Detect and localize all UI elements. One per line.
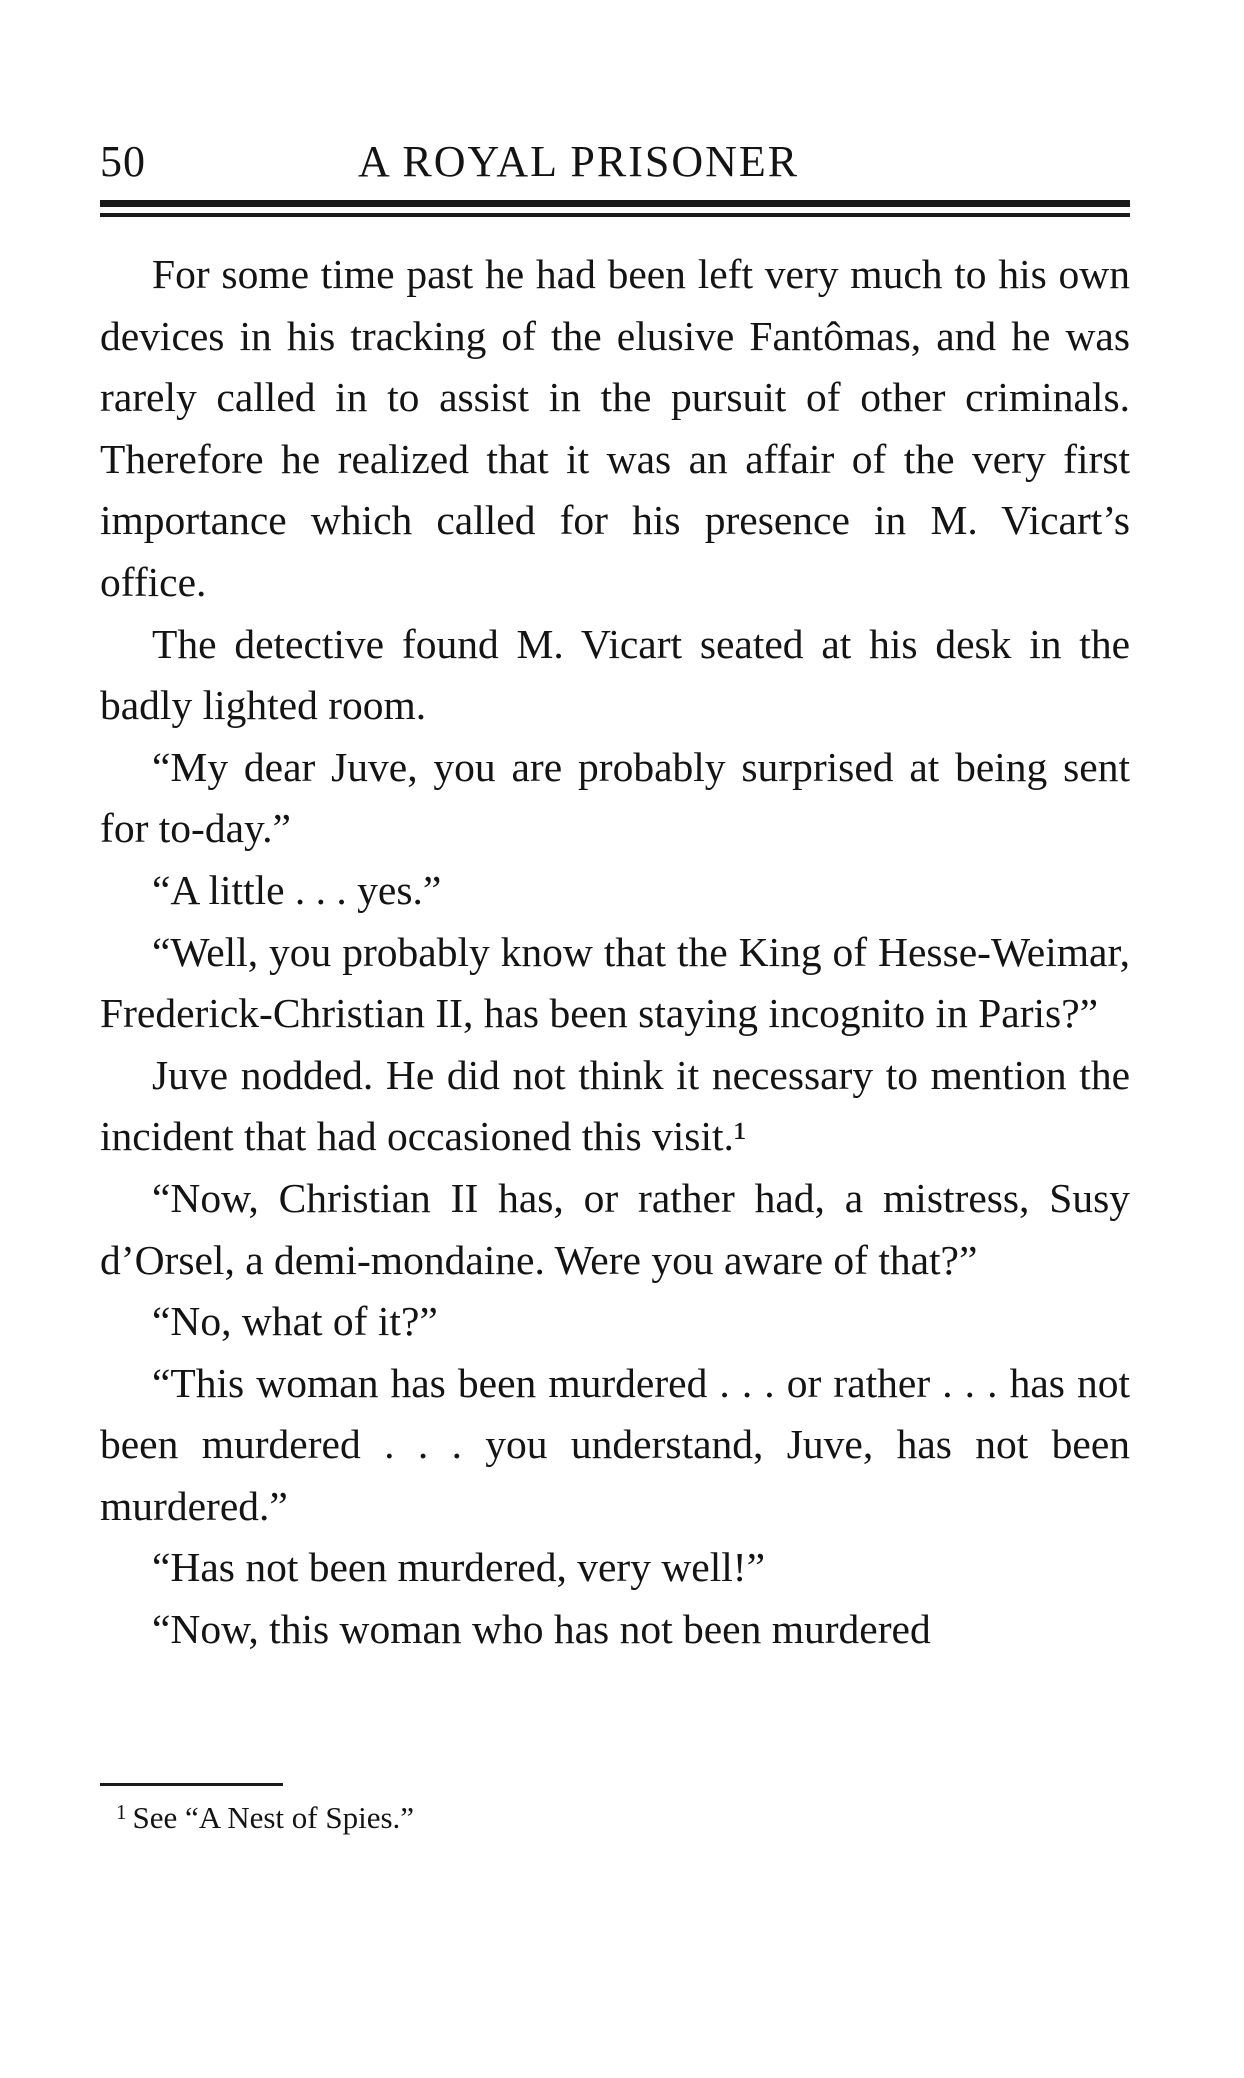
footnote-text: See “A Nest of Spies.” bbox=[132, 1800, 415, 1835]
footnote bbox=[116, 1788, 414, 1842]
footnote-rule bbox=[100, 1783, 283, 1786]
page-number: 50 bbox=[100, 137, 146, 186]
paragraph: For some time past he had been left very much to his own devices in his tracking of the elusive Fantômas, and he was rarely called in to assist in the pursuit of other criminals. Therefore he realized that it was an affair of the very first importance which called for his presence in M. Vicart’s office. bbox=[100, 251, 1130, 605]
paragraph: “Now, Christian II has, or rather had, a mistress, Susy d’Orsel, a demi-mondaine. Were you aware of that?” bbox=[100, 1174, 1130, 1283]
header-rule-thin bbox=[100, 213, 1130, 217]
paragraph: The detective found M. Vicart seated at his desk in the badly lighted room. bbox=[100, 620, 1130, 729]
paragraph: “My dear Juve, you are probably surprised at being sent for to-day.” bbox=[100, 743, 1130, 852]
paragraph: “No, what of it?” bbox=[152, 1298, 438, 1345]
body-text bbox=[100, 244, 1130, 1661]
paragraph: “Has not been murdered, very well!” bbox=[152, 1544, 766, 1591]
paragraph: “A little . . . yes.” bbox=[152, 866, 442, 913]
header-rule-thick bbox=[100, 200, 1130, 207]
paragraph: “Well, you probably know that the King of Hesse-Weimar, Frederick-Christian II, has been staying incognito in Paris?” bbox=[100, 928, 1130, 1037]
footnote-marker: 1 bbox=[116, 1800, 127, 1824]
paragraph: “This woman has been murdered . . . or rather . . . has not been murdered . . . you understand, Juve, has not been murdered.” bbox=[100, 1359, 1130, 1529]
paragraph: “Now, this woman who has not been murdered bbox=[152, 1606, 931, 1653]
running-head bbox=[100, 132, 1130, 192]
running-title: A ROYAL PRISONER bbox=[358, 137, 800, 186]
paragraph: Juve nodded. He did not think it necessary to mention the incident that had occasioned this visit.¹ bbox=[100, 1051, 1130, 1160]
